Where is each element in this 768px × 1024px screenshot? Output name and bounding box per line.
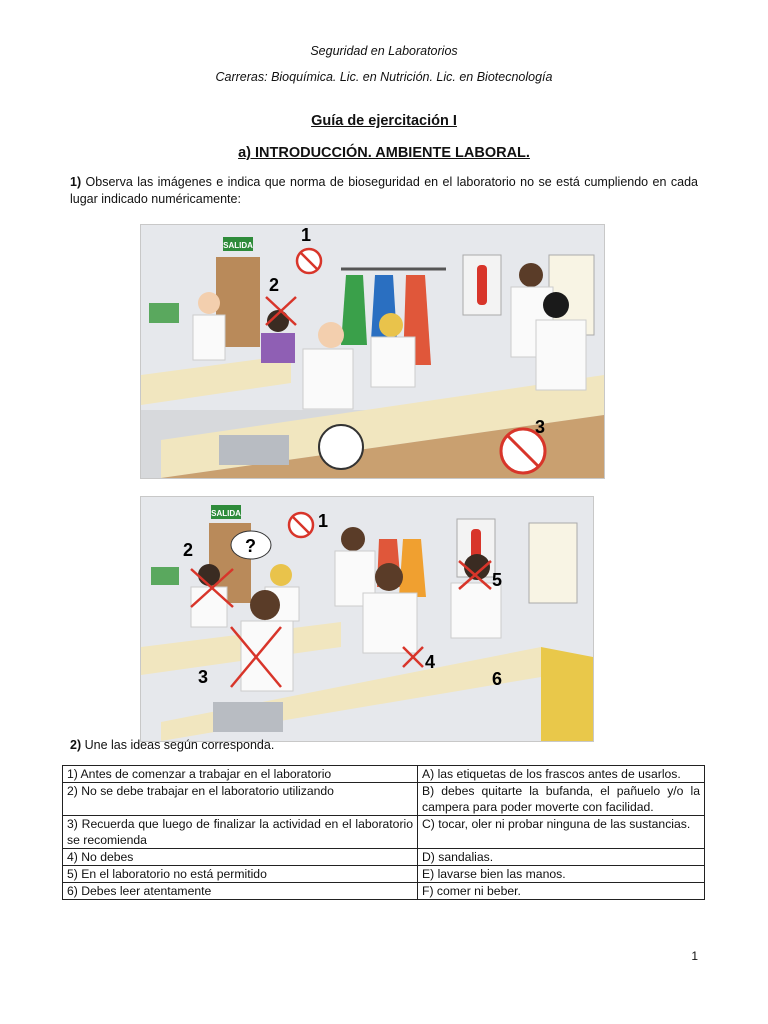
- question-1-text: Observa las imágenes e indica que norma de bioseguridad en el laboratorio no se está cumpliendo en cada lugar indicado numéricamente:: [70, 175, 698, 206]
- course-title: Seguridad en Laboratorios: [310, 44, 458, 58]
- lab-illustration-2: [140, 496, 594, 742]
- question-2: [70, 738, 274, 752]
- table-cell: 1) Antes de comenzar a trabajar en el laboratorio: [63, 766, 418, 783]
- matching-table: [62, 765, 705, 900]
- sink: [219, 435, 289, 465]
- no-food-sign-2: [289, 513, 313, 537]
- marker2-4: 4: [425, 652, 436, 672]
- table-cell: F) comer ni beber.: [418, 883, 705, 900]
- table-cell: 6) Debes leer atentamente: [63, 883, 418, 900]
- table-cell: A) las etiquetas de los frascos antes de usarlos.: [418, 766, 705, 783]
- hazard-chart-2: [529, 523, 577, 603]
- table-cell: E) lavarse bien las manos.: [418, 866, 705, 883]
- table-cell: D) sandalias.: [418, 849, 705, 866]
- marker-1: 1: [301, 225, 312, 245]
- marker-2: 2: [269, 275, 280, 295]
- guide-title: Guía de ejercitación I: [311, 113, 457, 129]
- fire-extinguisher: [477, 265, 487, 305]
- table-row: [63, 866, 705, 883]
- marker2-2: 2: [183, 540, 194, 560]
- marker2-1: 1: [318, 511, 329, 531]
- table-cell: 5) En el laboratorio no está permitido: [63, 866, 418, 883]
- lab-scene-1: [141, 225, 604, 478]
- page-number: 1: [691, 949, 698, 963]
- table-cell: 4) No debes: [63, 849, 418, 866]
- question-2-number: 2): [70, 738, 82, 752]
- table-row: [63, 766, 705, 783]
- careers-line: Carreras: Bioquímica. Lic. en Nutrición. Lic. en Biotecnología: [215, 70, 553, 84]
- question-1-number: 1): [70, 175, 82, 189]
- exit-sign-text-1: SALIDA: [223, 241, 253, 250]
- table-cell: 3) Recuerda que luego de finalizar la actividad en el laboratorio se recomienda: [63, 816, 418, 849]
- poster-2: [151, 567, 179, 585]
- table-row: [63, 783, 705, 816]
- wash-hands-sign: [319, 425, 363, 469]
- table-row: [63, 849, 705, 866]
- marker-3: 3: [535, 417, 546, 437]
- marker2-5: 5: [492, 570, 503, 590]
- poster-1: [149, 303, 179, 323]
- exit-sign-text-2: SALIDA: [211, 509, 241, 518]
- marker2-3: 3: [198, 667, 209, 687]
- table-row: [63, 816, 705, 849]
- marker2-6: 6: [492, 669, 503, 689]
- question-2-text: Une las ideas según corresponda.: [81, 738, 275, 752]
- section-title: a) INTRODUCCIÓN. AMBIENTE LABORAL.: [238, 145, 530, 161]
- no-food-sign-1: [297, 249, 321, 273]
- lab-scene-2: [141, 497, 593, 741]
- lab-illustration-1: [140, 224, 605, 479]
- table-row: [63, 883, 705, 900]
- question-1: [70, 174, 698, 208]
- svg-text:?: ?: [245, 536, 256, 556]
- table-cell: 2) No se debe trabajar en el laboratorio utilizando: [63, 783, 418, 816]
- table-cell: C) tocar, oler ni probar ninguna de las sustancias.: [418, 816, 705, 849]
- table-cell: B) debes quitarte la bufanda, el pañuelo y/o la campera para poder moverte con facilidad.: [418, 783, 705, 816]
